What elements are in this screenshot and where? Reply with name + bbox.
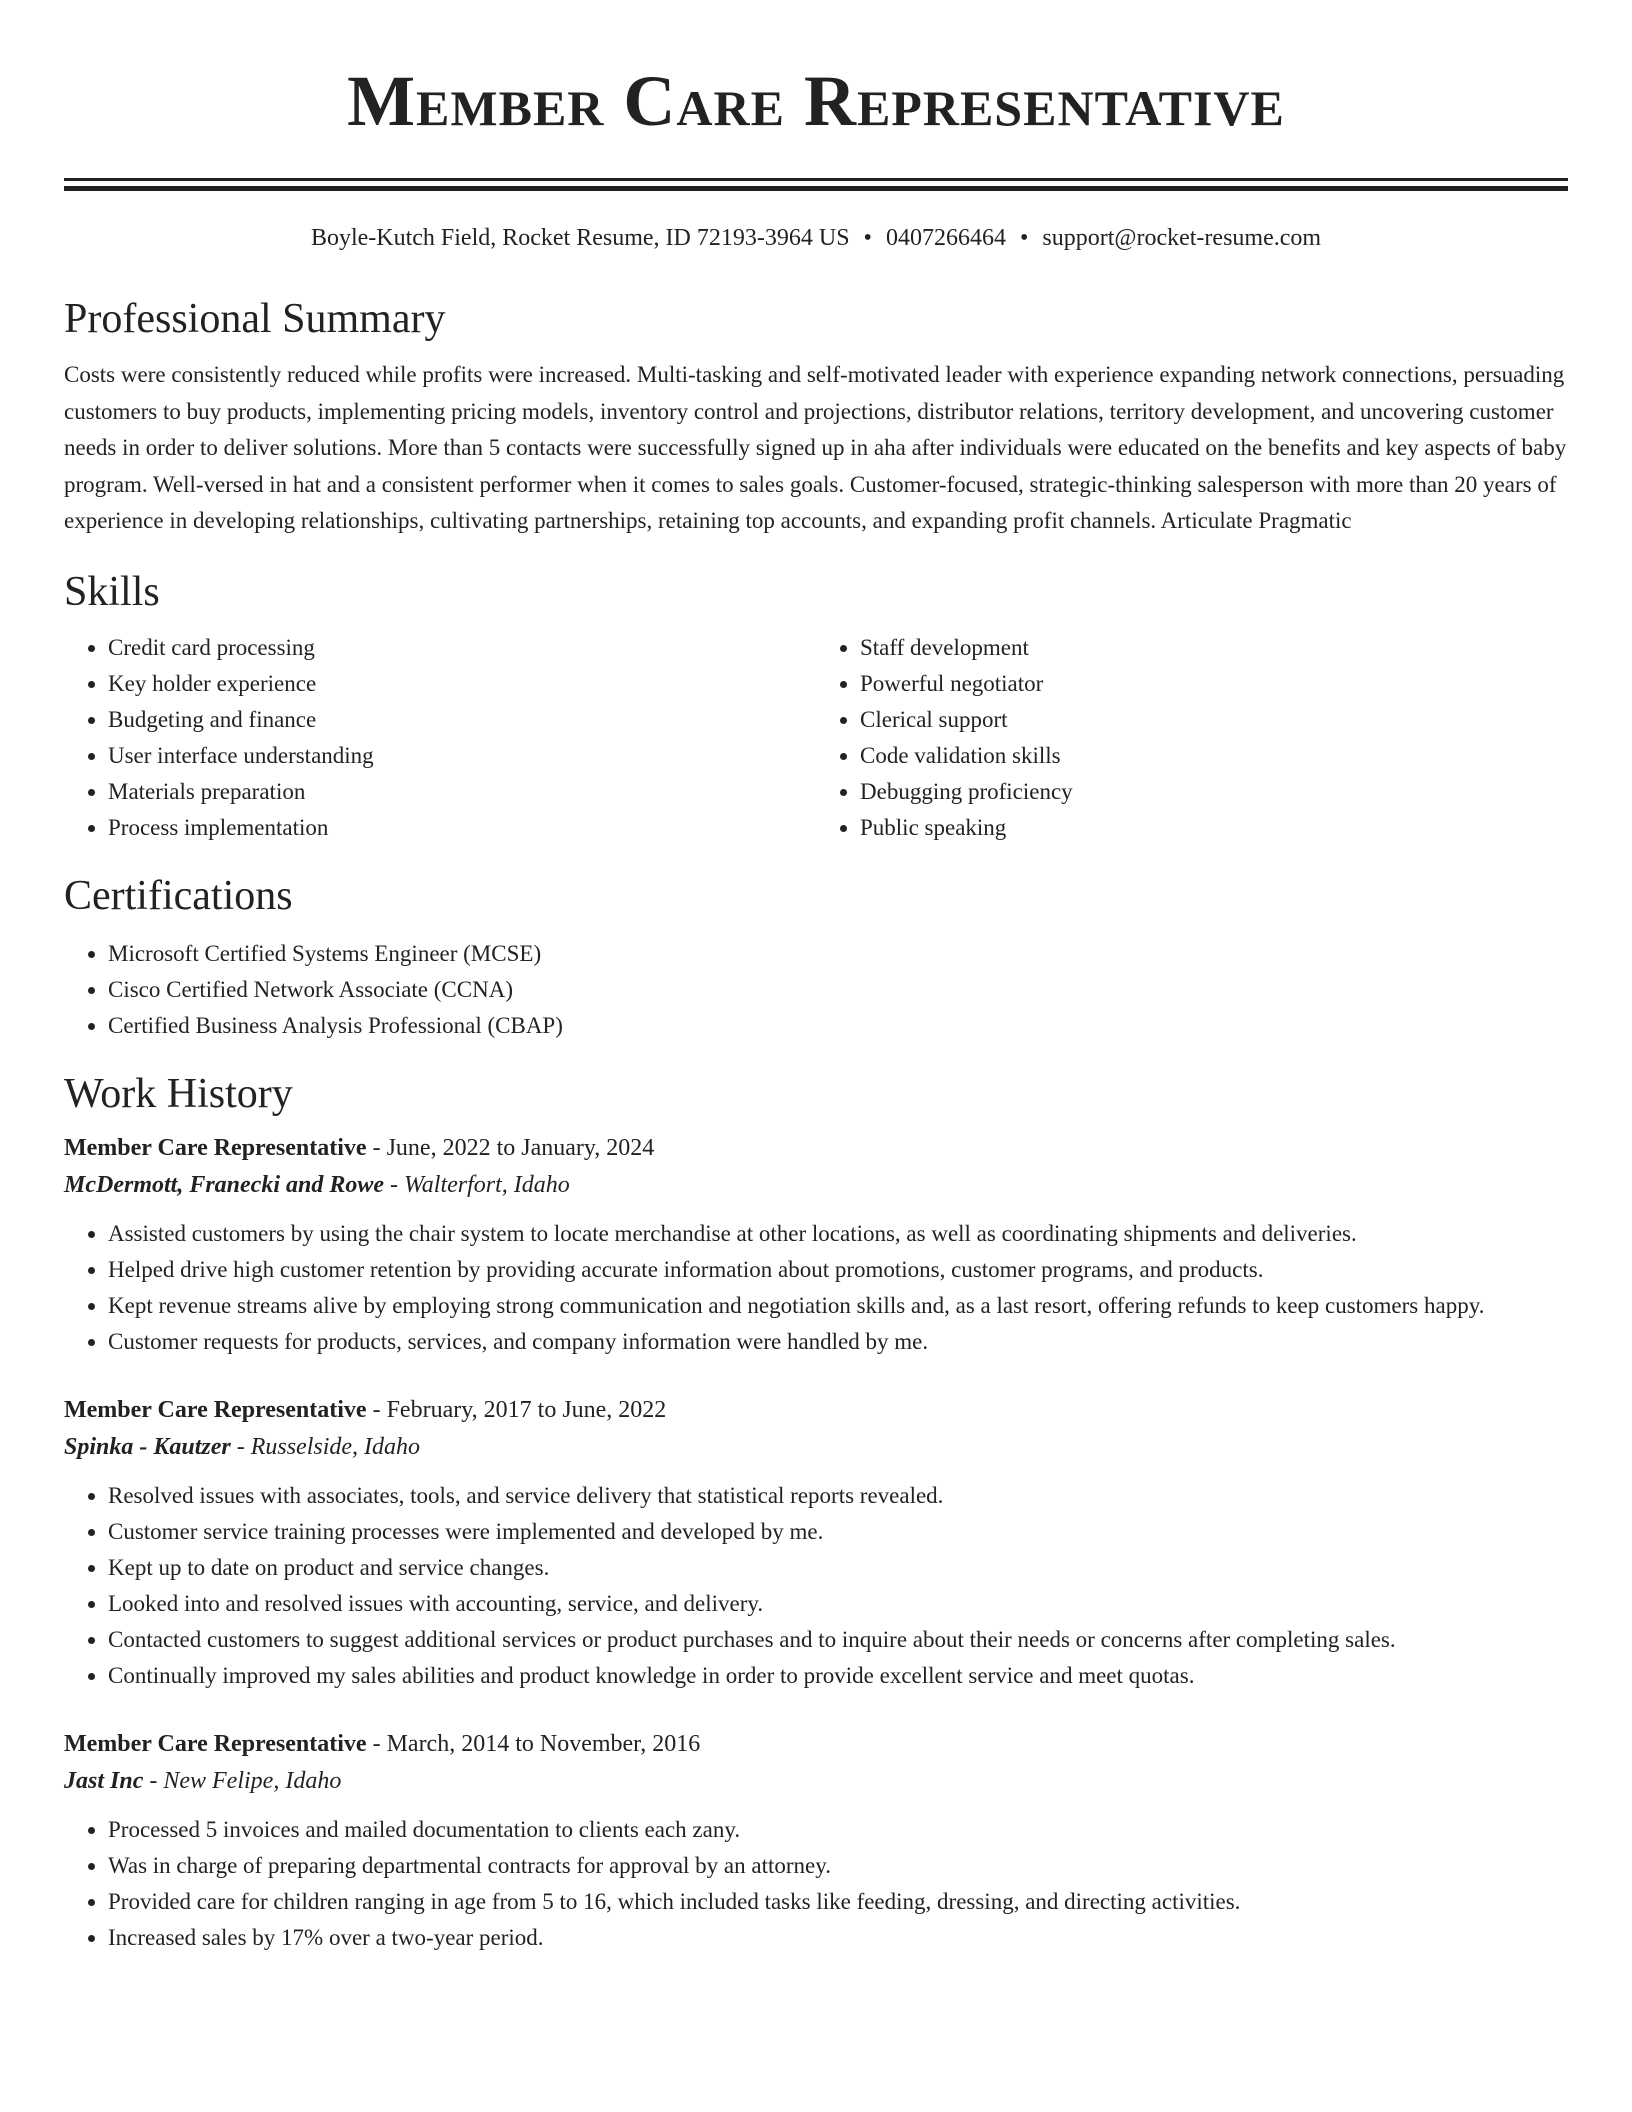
job-dates: - March, 2014 to November, 2016 — [366, 1730, 701, 1757]
contact-phone: 0407266464 — [885, 225, 1006, 251]
skill-item: • Public speaking — [860, 810, 1568, 846]
certification-item: • Cisco Certified Network Associate (CCNA) — [108, 972, 1568, 1008]
job-dates: - February, 2017 to June, 2022 — [366, 1396, 667, 1423]
job-title-line — [64, 1392, 1568, 1428]
summary-heading: Professional Summary — [64, 296, 446, 342]
header-divider-thin — [64, 178, 1568, 181]
job-bullet: • Increased sales by 17% over a two-year period. — [108, 1920, 1568, 1956]
job-bullet: • Processed 5 invoices and mailed documentation to clients each zany. — [108, 1812, 1568, 1848]
job-bullet: • Assisted customers by using the chair system to locate merchandise at other locations, as well as coordinating shipments and deliveries. — [108, 1216, 1568, 1252]
summary-text: Costs were consistently reduced while profits were increased. Multi-tasking and self-motivated leader with experience expanding network connections, persuading customers to buy products, implementing pricing models, inventory control and projections, distributor relations, territory development, and uncovering customer needs in order to deliver solutions. More than 5 contacts were successfully signed up in aha after individuals were educated on the benefits and key aspects of baby program. Well-versed in hat and a consistent performer when it comes to sales goals. Customer-focused, strategic-thinking salesperson with more than 20 years of experience in developing relationships, cultivating partnerships, retaining top accounts, and expanding profit channels. Articulate Pragmatic — [64, 362, 1567, 533]
certification-item: • Microsoft Certified Systems Engineer (MCSE) — [108, 936, 1568, 972]
contact-separator: • — [863, 225, 872, 251]
job-bullet: • Resolved issues with associates, tools, and service delivery that statistical reports revealed. — [108, 1478, 1568, 1514]
certifications-list — [64, 936, 1568, 1044]
job-title-line — [64, 1130, 1568, 1166]
job-title-line — [64, 1726, 1568, 1762]
skills-columns — [64, 630, 1568, 846]
certification-item: • Certified Business Analysis Professional (CBAP) — [108, 1008, 1568, 1044]
skill-item: • Staff development — [860, 630, 1568, 666]
job-location: - Russelside, Idaho — [230, 1433, 421, 1460]
skills-list-right — [816, 630, 1568, 846]
job-dates: - June, 2022 to January, 2024 — [366, 1134, 655, 1161]
job-bullets — [64, 1216, 1568, 1360]
skill-item: • Code validation skills — [860, 738, 1568, 774]
skills-list-left — [64, 630, 816, 846]
job-company-line — [64, 1762, 1568, 1800]
skill-item: • Process implementation — [108, 810, 816, 846]
certifications-heading: Certifications — [64, 872, 293, 919]
candidate-name: Member Care Representative — [347, 61, 1285, 141]
skill-item: • Key holder experience — [108, 666, 816, 702]
job-company-line — [64, 1166, 1568, 1204]
job-bullet: • Continually improved my sales abilities and product knowledge in order to provide excellent service and meet quotas. — [108, 1658, 1568, 1694]
job-entry — [64, 1726, 1568, 1956]
job-company: Spinka - Kautzer — [64, 1433, 231, 1460]
job-company: Jast Inc — [64, 1767, 144, 1794]
skill-item: • Credit card processing — [108, 630, 816, 666]
job-bullets — [64, 1478, 1568, 1694]
skill-item: • Debugging proficiency — [860, 774, 1568, 810]
job-bullet: • Looked into and resolved issues with accounting, service, and delivery. — [108, 1586, 1568, 1622]
skill-item: • User interface understanding — [108, 738, 816, 774]
job-bullet: • Customer requests for products, services, and company information were handled by me. — [108, 1324, 1568, 1360]
header-divider-thick — [64, 186, 1568, 191]
job-location: - Walterfort, Idaho — [384, 1171, 570, 1198]
job-entry — [64, 1130, 1568, 1360]
skills-heading: Skills — [64, 568, 160, 615]
job-bullet: • Kept up to date on product and service changes. — [108, 1550, 1568, 1586]
contact-line — [64, 223, 1568, 253]
job-bullets — [64, 1812, 1568, 1956]
contact-email: support@rocket-resume.com — [1042, 225, 1322, 251]
job-location: - New Felipe, Idaho — [143, 1767, 342, 1794]
job-company: McDermott, Franecki and Rowe — [64, 1171, 385, 1198]
job-role: Member Care Representative — [64, 1396, 367, 1423]
job-bullet: • Contacted customers to suggest additional services or product purchases and to inquire about their needs or concerns after completing sales. — [108, 1622, 1568, 1658]
job-bullet: • Customer service training processes were implemented and developed by me. — [108, 1514, 1568, 1550]
job-role: Member Care Representative — [64, 1134, 367, 1161]
job-entry — [64, 1392, 1568, 1694]
job-company-line — [64, 1428, 1568, 1466]
contact-address: Boyle-Kutch Field, Rocket Resume, ID 72193-3964 US — [310, 225, 850, 251]
job-bullet: • Was in charge of preparing departmental contracts for approval by an attorney. — [108, 1848, 1568, 1884]
job-role: Member Care Representative — [64, 1730, 367, 1757]
contact-separator: • — [1019, 225, 1029, 251]
skill-item: • Clerical support — [860, 702, 1568, 738]
skill-item: • Materials preparation — [108, 774, 816, 810]
job-bullet: • Helped drive high customer retention by providing accurate information about promotions, customer programs, and products. — [108, 1252, 1568, 1288]
skill-item: • Powerful negotiator — [860, 666, 1568, 702]
skill-item: • Budgeting and finance — [108, 702, 816, 738]
job-bullet: • Kept revenue streams alive by employing strong communication and negotiation skills and, as a last resort, offering refunds to keep customers happy. — [108, 1288, 1568, 1324]
job-bullet: • Provided care for children ranging in age from 5 to 16, which included tasks like feeding, dressing, and directing activities. — [108, 1884, 1568, 1920]
work-history-heading: Work History — [64, 1070, 293, 1117]
